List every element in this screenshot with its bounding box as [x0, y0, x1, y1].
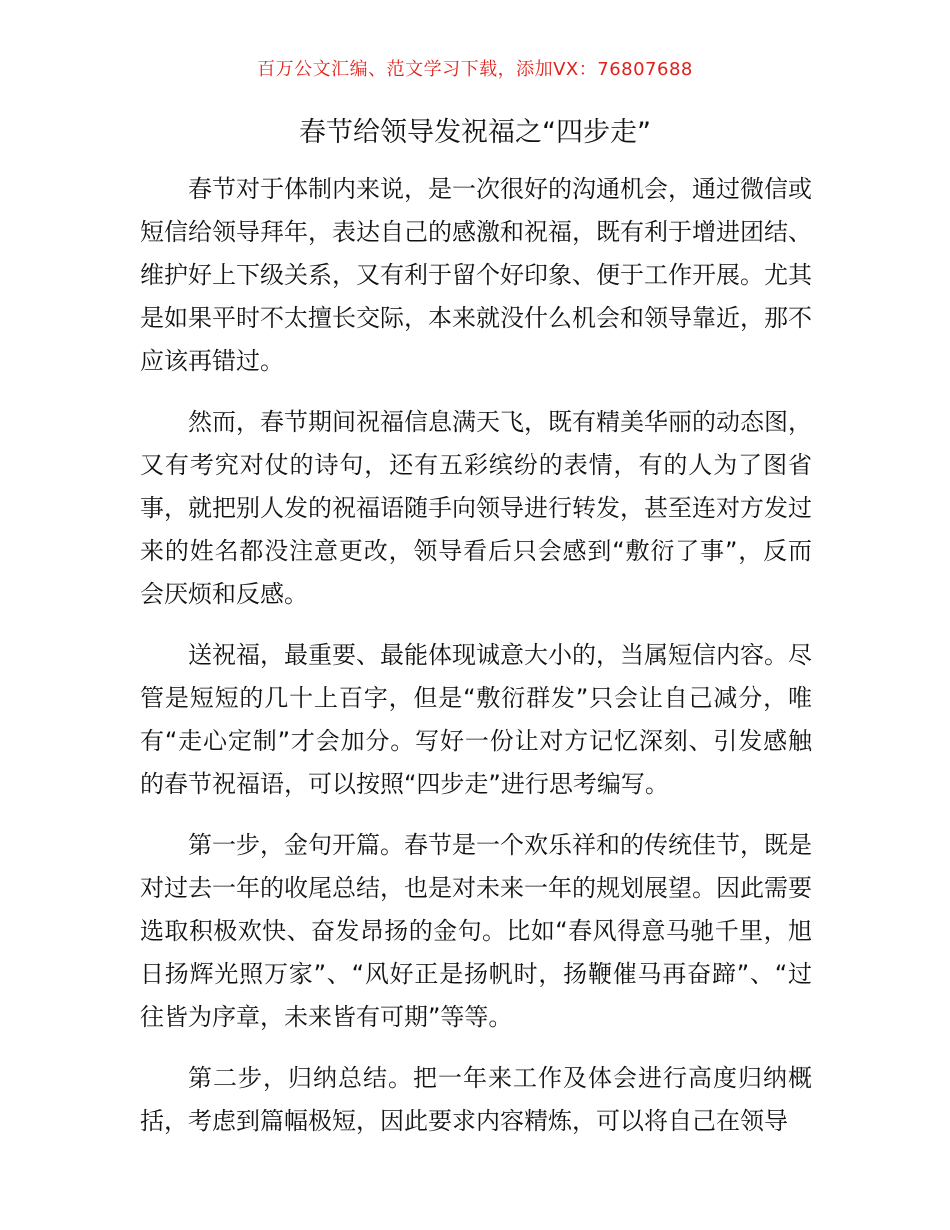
document-title: 春节给领导发祝福之“四步走”	[299, 117, 651, 148]
paragraph-3: 送祝福，最重要、最能体现诚意大小的，当属短信内容。尽管是短短的几十上百字，但是“敷衍群发”只会让自己减分，唯有“走心定制”才会加分。写好一份让对方记忆深刻、引发感触的春节祝福语，可以按照“四步走”进行思考编写。	[140, 641, 812, 798]
paragraph-5: 第二步，归纳总结。把一年来工作及体会进行高度归纳概括，考虑到篇幅极短，因此要求内容精炼，可以将自己在领导	[140, 1064, 812, 1135]
document-body	[140, 168, 812, 1161]
paragraph-4: 第一步，金句开篇。春节是一个欢乐祥和的传统佳节，既是对过去一年的收尾总结，也是对未来一年的规划展望。因此需要选取积极欢快、奋发昂扬的金句。比如“春风得意马驰千里，旭日扬辉光照万家”、“风好正是扬帆时，扬鞭催马再奋蹄”、“过往皆为序章，未来皆有可期”等等。	[140, 831, 812, 1031]
header-promo-note: 百万公文汇编、范文学习下载，添加VX：76807688	[257, 59, 693, 80]
paragraph-1: 春节对于体制内来说，是一次很好的沟通机会，通过微信或短信给领导拜年，表达自己的感激和祝福，既有利于增进团结、维护好上下级关系，又有利于留个好印象、便于工作开展。尤其是如果平时不太擅长交际，本来就没什么机会和领导靠近，那不应该再错过。	[140, 175, 812, 375]
paragraph-2: 然而，春节期间祝福信息满天飞，既有精美华丽的动态图，又有考究对仗的诗句，还有五彩缤纷的表情，有的人为了图省事，就把别人发的祝福语随手向领导进行转发，甚至连对方发过来的姓名都没注意更改，领导看后只会感到“敷衍了事”，反而会厌烦和反感。	[140, 408, 812, 608]
